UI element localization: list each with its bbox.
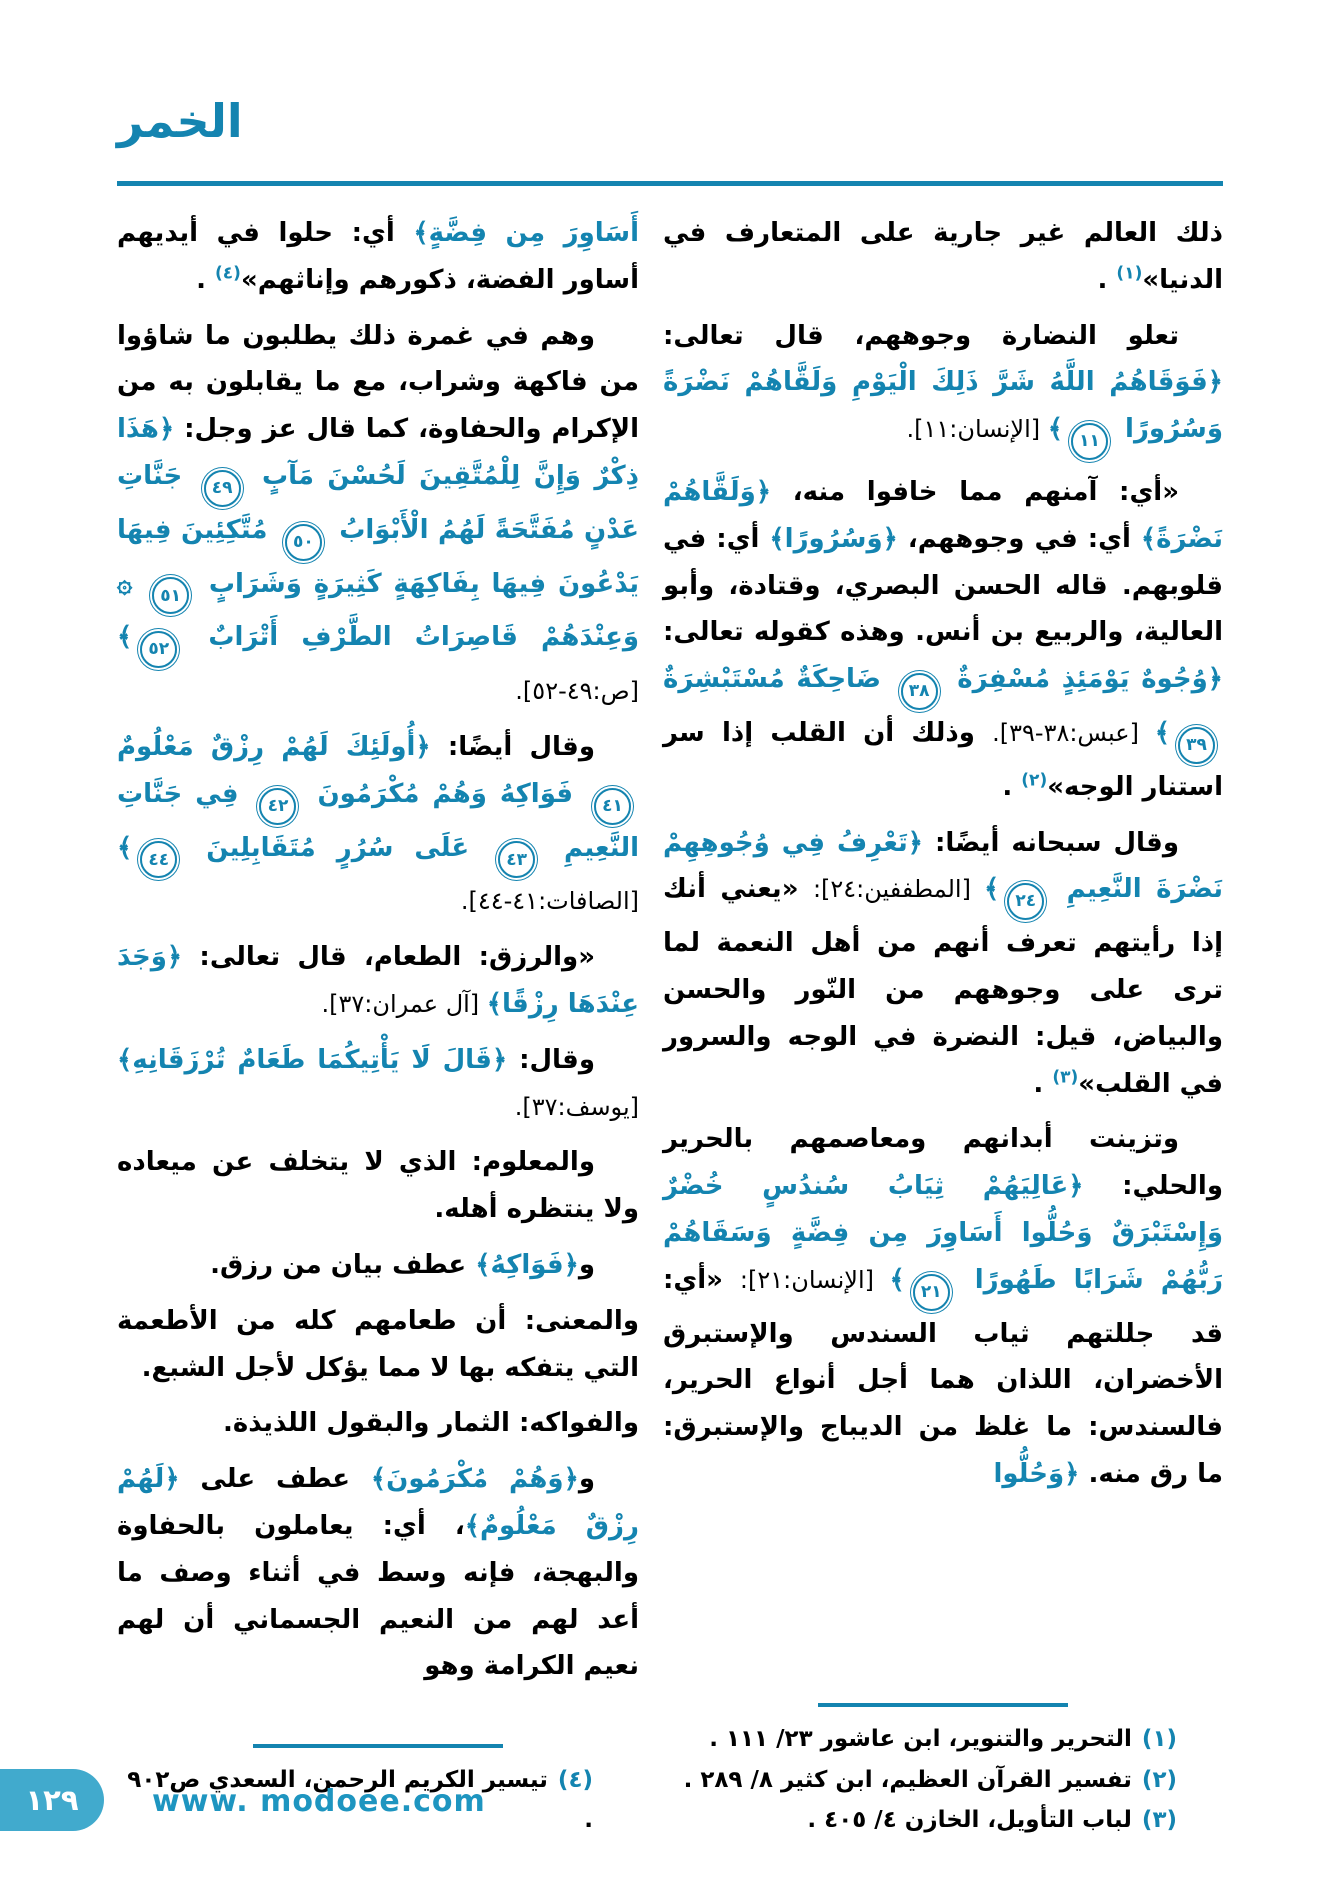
body-text: و (578, 1249, 595, 1280)
verse-reference: [ص:٤٩-٥٢]. (515, 677, 639, 706)
paragraph (117, 1400, 639, 1447)
body-text: وتزينت أبدانهم ومعاصمهم بالحرير والحلي: (663, 1124, 1223, 1202)
paragraph (663, 313, 1223, 460)
aya-number: ٣٩ (1178, 727, 1215, 764)
quran-text: ﴿وَلَقَّاهُمْ نَضْرَةً﴾ (663, 476, 1223, 554)
quran-text: جَنَّاتِ عَدْنٍ مُفَتَّحَةً لَهُمُ الْأَبْوَابُ (117, 460, 639, 545)
quran-text: ﴿عَالِيَهُمْ ثِيَابُ سُندُسٍ خُضْرٌ وَإِسْتَبْرَقٌ وَحُلُّوا أَسَاوِرَ مِن فِضَّةٍ وَسَقَاهُمْ رَبُّهُمْ شَرَابًا طَهُورًا (663, 1171, 1223, 1295)
footnote-number: (٢) (1141, 1766, 1177, 1793)
body-text: أي: في قلوبهم. قاله الحسن البصري، وقتادة، وأبو العالية، والربيع بن أنس. وهذه كقوله تعالى: (663, 523, 1223, 648)
footnote-divider (818, 1703, 1068, 1707)
verse-reference: [المطففين:٢٤]: (812, 875, 984, 904)
column-left-paragraphs (117, 210, 639, 1699)
body-text: . (1002, 771, 1022, 802)
aya-number: ١١ (1071, 423, 1108, 460)
body-text: «أي: قد جللتهم ثياب السندس والإستبرق الأخضران، اللذان هما أجل أنواع الحرير، فالسندس: ما غلظ من الديباج والإستبرق: ما رق منه. (663, 1264, 1223, 1489)
paragraph (117, 1456, 639, 1690)
body-text: عطف على (179, 1464, 371, 1495)
quran-text: ﴾ (983, 874, 1000, 905)
quran-text: ﴿وَحُلُّوا (993, 1458, 1080, 1489)
aya-number: ٣٨ (901, 673, 938, 710)
verse-reference: [يوسف:٣٧]. (514, 1092, 639, 1121)
body-text: . (1097, 264, 1117, 295)
paragraph (663, 820, 1223, 1108)
verse-reference: [عبس:٣٨-٣٩]. (992, 718, 1155, 747)
body-text: و (578, 1464, 595, 1495)
paragraph (663, 1116, 1223, 1497)
body-text: والمعنى: أن طعامهم كله من الأطعمة التي يتفكه بها لا مما يؤكل لأجل الشبع. (117, 1305, 639, 1383)
footnote-text: تفسير القرآن العظيم، ابن كثير ٨/ ٢٨٩ . (683, 1766, 1132, 1793)
quran-text: عَلَى سُرُرٍ مُتَقَابِلِينَ (185, 832, 491, 863)
quran-text: ﴿لَهُمْ رِزْقٌ مَعْلُومٌ﴾ (117, 1464, 639, 1541)
page-number-tab (0, 1769, 104, 1831)
footnote-number: (١) (1141, 1726, 1177, 1753)
aya-number: ٤٩ (204, 470, 241, 507)
page-title: الخمر (117, 94, 243, 148)
paragraph (117, 313, 639, 715)
aya-number: ٤٣ (498, 841, 535, 878)
paragraph (117, 1037, 639, 1131)
quran-text: ﴿فَوَقَاهُمُ اللَّهُ شَرَّ ذَلِكَ الْيَوْمِ وَلَقَّاهُمْ نَضْرَةً وَسُرُورًا (663, 367, 1223, 445)
paragraph (117, 1298, 639, 1392)
footnote-divider (253, 1744, 503, 1748)
body-text: وقال أيضًا: (430, 731, 595, 762)
quran-text: ﴿قَالَ لَا يَأْتِيكُمَا طَعَامٌ تُرْزَقَانِهِ﴾ (117, 1044, 508, 1075)
quran-text: مُتَّكِئِينَ فِيهَا يَدْعُونَ فِيهَا بِفَاكِهَةٍ كَثِيرَةٍ وَشَرَابٍ (117, 514, 639, 599)
aya-number: ٤٤ (140, 841, 177, 878)
quran-text: ﴾ (117, 832, 133, 863)
footnote-marker: (٢) (1021, 770, 1048, 791)
aya-number: ٥٠ (285, 524, 322, 561)
footnote-marker: (٤) (215, 263, 241, 284)
column-right (663, 210, 1223, 1840)
body-text: والفواكه: الثمار والبقول اللذيذة. (223, 1408, 639, 1439)
footnote-text: تيسير الكريم الرحمن، السعدي ص٩٠٢ . (127, 1766, 593, 1833)
site-url: www. modoee.com (152, 1784, 486, 1819)
footnote-marker: (١) (1116, 263, 1143, 284)
quran-text: ﴾ (1047, 414, 1063, 445)
aya-number: ٤١ (594, 788, 631, 825)
column-right-paragraphs (663, 210, 1223, 1507)
footnote-text: التحرير والتنوير، ابن عاشور ٢٣/ ١١١ . (709, 1726, 1132, 1753)
quran-text: أَسَاوِرَ مِن فِضَّةٍ﴾ (413, 218, 640, 248)
verse-reference: [الإنسان:٢١]: (739, 1265, 890, 1294)
quran-text: ﴿وَسُرُورًا﴾ (769, 523, 898, 554)
footnote-number: (٣) (1141, 1806, 1177, 1833)
body-text: . (1033, 1068, 1053, 1099)
column-right-footnotes (663, 1697, 1223, 1840)
column-left (117, 210, 639, 1840)
body-text: ذلك العالم غير جارية على المتعارف في الدنيا» (663, 218, 1223, 295)
aya-number: ٤٢ (259, 788, 296, 825)
paragraph (663, 469, 1223, 811)
paragraph (117, 1139, 639, 1233)
paragraph (117, 1242, 639, 1289)
body-text: وهم في غمرة ذلك يطلبون ما شاؤوا من فاكهة وشراب، مع ما يقابلون به من الإكرام والحفاوة، كما قال عز وجل: (117, 320, 639, 445)
body-text: وقال: (507, 1044, 595, 1075)
quran-text: ﴿وَهُمْ مُكْرَمُونَ﴾ (370, 1464, 579, 1495)
body-text: ، أي: يعاملون بالحفاوة والبهجة، فإنه وسط في أثناء وصف ما أعد لهم من النعيم الجسماني أن لهم نعيم الكرامة وهو (117, 1510, 639, 1682)
quran-text: ﴿فَوَاكِهُ﴾ (475, 1249, 579, 1280)
body-text: «يعني أنك إذا رأيتهم تعرف أنهم من أهل النعمة لما ترى على وجوههم من النّور والحسن والبياض، قيل: النضرة في الوجه والسرور في القلب» (663, 874, 1223, 1099)
quran-text: ﴿وُجُوهٌ يَوْمَئِذٍ مُسْفِرَةٌ (945, 664, 1223, 695)
aya-number: ٥٢ (140, 631, 177, 668)
page-number: ١٢٩ (25, 1783, 79, 1817)
body-text: «أي: آمنهم مما خافوا منه، (771, 476, 1179, 507)
page-content (117, 210, 1223, 1840)
body-text: «والرزق: الطعام، قال تعالى: (182, 942, 595, 973)
footnote-text: لباب التأويل، الخازن ٤/ ٤٠٥ . (807, 1806, 1132, 1833)
paragraph (117, 210, 639, 304)
body-text: أي: في وجوههم، (897, 523, 1141, 554)
footnote-item (663, 1719, 1223, 1759)
paragraph (117, 934, 639, 1028)
aya-number: ٥١ (152, 577, 189, 614)
footnote-marker: (٣) (1052, 1066, 1079, 1087)
footnote-number: (٤) (557, 1766, 593, 1793)
aya-number: ٢١ (913, 1274, 950, 1311)
quran-text: ﴿تَعْرِفُ فِي وُجُوهِهِمْ نَضْرَةَ النَّعِيمِ (663, 827, 1223, 905)
quran-text: ﴿هَذَا ذِكْرٌ وَإِنَّ لِلْمُتَّقِينَ لَحُسْنَ مَآبٍ (117, 414, 639, 491)
paragraph (663, 210, 1223, 304)
quran-text: ﴾ (117, 622, 133, 653)
footnote-lines (663, 1719, 1223, 1840)
quran-text: فَوَاكِهُ وَهُمْ مُكْرَمُونَ (304, 778, 586, 809)
footnote-item (663, 1800, 1223, 1840)
body-text: وقال سبحانه أيضًا: (923, 827, 1179, 858)
quran-text: ﴾ (889, 1264, 905, 1295)
aya-number: ٢٤ (1007, 883, 1044, 920)
verse-reference: [الإنسان:١١]. (906, 415, 1048, 444)
paragraph (117, 724, 639, 925)
header-rule (117, 181, 1223, 186)
body-text: أي: حلوا في أيديهم أساور الفضة، ذكورهم وإناثهم» (117, 218, 639, 295)
quran-text: ﴿وَجَدَ عِنْدَهَا رِزْقًا﴾ (117, 942, 639, 1019)
verse-reference: [آل عمران:٣٧]. (321, 989, 487, 1018)
body-text: وذلك أن القلب إذا سر استنار الوجه» (663, 717, 1223, 802)
quran-text: فِي جَنَّاتِ النَّعِيمِ (117, 778, 639, 863)
footnote-item (663, 1760, 1223, 1800)
quran-text: ﴿أُولَئِكَ لَهُمْ رِزْقٌ مَعْلُومٌ (117, 731, 431, 762)
body-text: عطف بيان من رزق. (210, 1249, 476, 1280)
body-text: . (196, 264, 215, 295)
body-text: تعلو النضارة وجوههم، قال تعالى: (663, 320, 1179, 351)
quran-text: ﴾ (1154, 717, 1170, 748)
quran-text: ضَاحِكَةٌ مُسْتَبْشِرَةٌ (663, 664, 893, 695)
verse-reference: [الصافات:٤١-٤٤]. (460, 887, 639, 916)
body-text: والمعلوم: الذي لا يتخلف عن ميعاده ولا ينتظره أهله. (117, 1147, 639, 1225)
quran-text: ۞ وَعِنْدَهُمْ قَاصِرَاتُ الطَّرْفِ أَتْرَابٌ (117, 568, 639, 653)
